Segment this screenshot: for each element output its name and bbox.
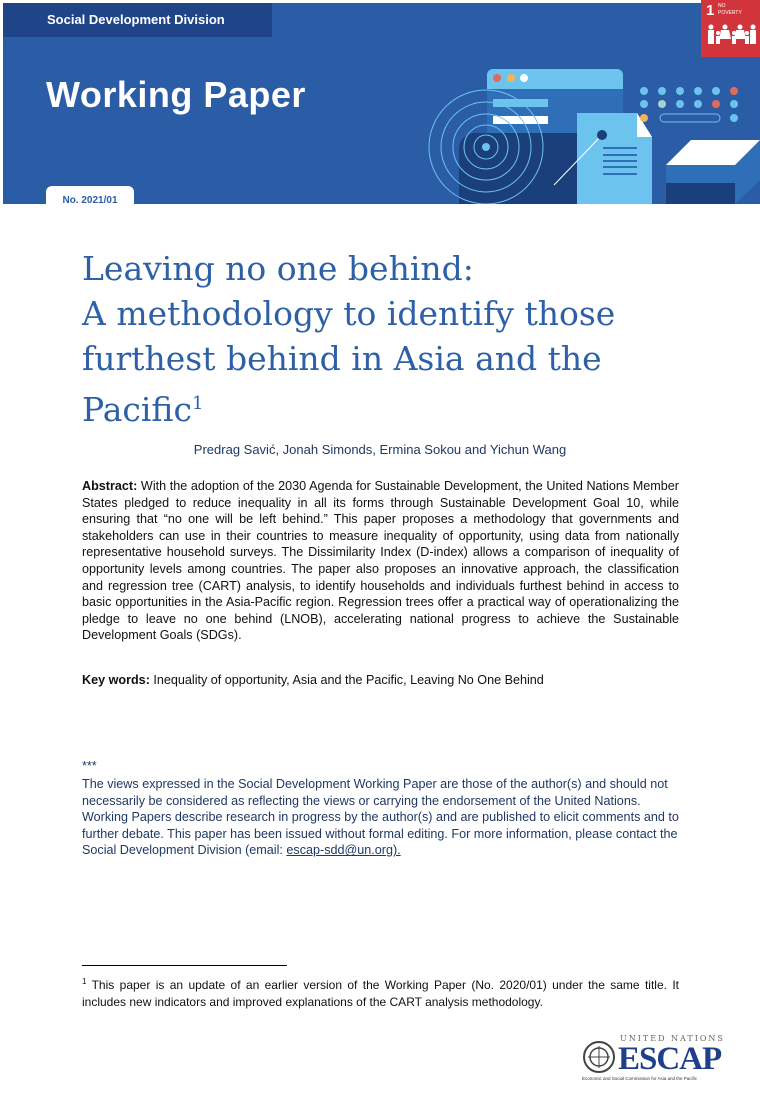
keywords-text: Inequality of opportunity, Asia and the Pacific, Leaving No One Behind [149,673,544,687]
logo-top-text: UNITED NATIONS [620,1034,725,1043]
footnote [82,974,679,1010]
email-link[interactable]: escap-sdd@un.org). [286,843,401,858]
footnote-text: This paper is an update of an earlier version of the Working Paper (No. 2020/01) under the same title. It includes new indicators and improved explanations of the CART analysis methodology. [82,978,679,1009]
footnote-reference[interactable]: 1 [191,393,204,414]
logo-subtitle: Economic and Social Commission for Asia and the Pacific [582,1076,698,1081]
paper-number: No. 2021/01 [46,186,134,212]
sdg-1-badge [701,0,760,57]
footnote-divider [82,965,287,966]
abstract-text: With the adoption of the 2030 Agenda for Sustainable Development, the United Nations Member States pledged to reduce inequality in all its forms through Sustainable Development Goal 10, while ensuring that “no one will be left behind.” This paper proposes a methodology that governments and stakeholders can use in their countries to measure inequality of opportunity, using data from nationally representative household surveys. The Dissimilarity Index (D-index) allows a comparison of inequality of opportunity levels among countries. The paper also proposes an innovative approach, the classification and regression tree (CART) analysis, to identify households and individuals furthest behind in access to basic opportunities in the Asia-Pacific region. Regression trees offer a practical way of operationalizing the pledge to leave no one behind (LNOB), accelerating national progress to achieve the Sustainable Development Goals (SDGs). [82,479,679,643]
separator: *** [82,759,97,773]
division-label: Social Development Division [3,3,272,37]
footnote-mark: 1 [82,977,87,986]
keywords-label: Key words: [82,673,150,687]
sdg-label-1: NO [718,3,726,9]
title-line: Pacific [82,390,192,429]
authors: Predrag Savić, Jonah Simonds, Ermina Sokou and Yichun Wang [193,442,567,457]
disclaimer-text: The views expressed in the Social Development Working Paper are those of the author(s) and should not necessarily be considered as reflecting the views or carrying the endorsement of the United Nations. Working Papers describe research in progress by the author(s) and are published to elicit comments and to further debate. This paper has been issued without formal editing. For more information, please contact the Social Development Division (email: [82,777,679,858]
paper-title [82,246,682,432]
sdg-number: 1 [706,2,715,19]
series-title: Working Paper [46,74,306,115]
abstract-label: Abstract: [82,479,138,493]
abstract [82,478,679,644]
sdg-label-2: POVERTY [718,10,742,16]
disclaimer [82,776,679,859]
family-icon [706,24,756,46]
logo-main-text: ESCAP [618,1041,722,1077]
un-emblem-icon [582,1040,616,1074]
title-line: A methodology to identify those [82,294,616,333]
title-line: Leaving no one behind: [82,249,474,288]
escap-logo [582,1034,742,1090]
keywords [82,672,679,689]
title-line: furthest behind in Asia and the [82,339,602,378]
